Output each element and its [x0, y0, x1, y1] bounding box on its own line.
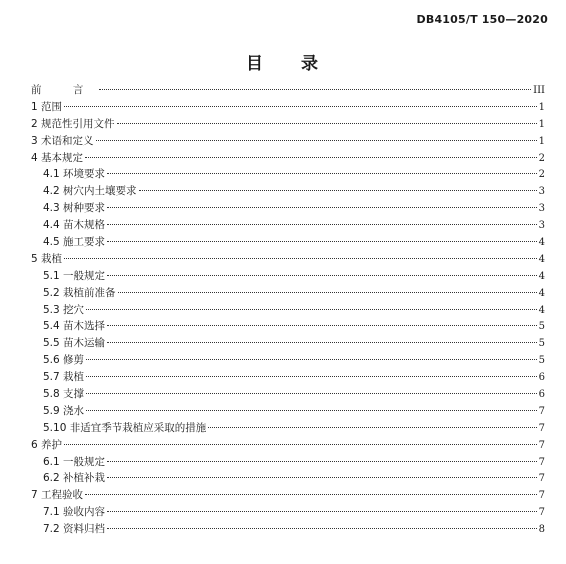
toc-entry-page-number: 7: [538, 456, 545, 468]
toc-entry-label: 5.8 支撑: [43, 388, 85, 401]
dot-leader: [96, 140, 537, 141]
dot-leader: [107, 511, 537, 512]
toc-entry-page-number: 5: [538, 338, 545, 350]
toc-entry-page-number: 7: [538, 490, 545, 502]
toc-entry[interactable]: [31, 99, 545, 116]
toc-entry[interactable]: [31, 82, 545, 99]
toc-entry-page-number: 1: [538, 118, 545, 130]
toc-entry-label: 3 术语和定义: [31, 134, 94, 147]
toc-entry-label: 7.2 资料归档: [43, 523, 106, 536]
toc-entry[interactable]: [31, 318, 545, 335]
toc-entry[interactable]: [31, 335, 545, 352]
toc-entry-page-number: 7: [538, 507, 545, 519]
toc-entry-label: 前 言: [31, 84, 98, 96]
toc-entry[interactable]: [31, 487, 545, 504]
toc-entry-label: 4 基本规定: [31, 151, 84, 164]
toc-entry[interactable]: [31, 470, 545, 487]
document-code: DB4105/T 150—2020: [416, 13, 548, 26]
toc-entry-label: 4.3 树种要求: [43, 202, 106, 215]
dot-leader: [86, 309, 537, 310]
toc-entry-page-number: 7: [538, 422, 545, 434]
toc-entry-page-number: III: [533, 85, 545, 96]
dot-leader: [64, 444, 537, 445]
toc-entry-page-number: 1: [538, 135, 545, 147]
toc-entry-page-number: 7: [538, 439, 545, 451]
dot-leader: [117, 123, 537, 124]
toc-entry[interactable]: [31, 403, 545, 420]
dot-leader: [139, 190, 537, 191]
toc-entry[interactable]: [31, 285, 545, 302]
dot-leader: [107, 275, 537, 276]
toc-entry[interactable]: [31, 251, 545, 268]
page-title: [0, 49, 566, 74]
dot-leader: [107, 173, 537, 174]
toc-entry-page-number: 7: [538, 405, 545, 417]
table-of-contents: [31, 82, 545, 538]
toc-entry-label: 2 规范性引用文件: [31, 117, 115, 130]
toc-entry-page-number: 3: [538, 203, 545, 215]
toc-entry[interactable]: [31, 521, 545, 538]
toc-entry[interactable]: [31, 116, 545, 133]
toc-entry-label: 4.1 环境要求: [43, 168, 106, 181]
toc-entry[interactable]: [31, 352, 545, 369]
toc-entry-page-number: 4: [538, 237, 545, 249]
toc-entry-label: 4.4 苗木规格: [43, 219, 106, 232]
toc-entry[interactable]: [31, 454, 545, 471]
toc-entry-label: 7 工程验收: [31, 489, 84, 502]
toc-entry-label: 5 栽植: [31, 252, 63, 265]
toc-entry-page-number: 4: [538, 253, 545, 265]
toc-entry-label: 5.4 苗木选择: [43, 320, 106, 333]
dot-leader: [99, 89, 531, 90]
toc-entry[interactable]: [31, 369, 545, 386]
dot-leader: [107, 477, 537, 478]
dot-leader: [107, 528, 537, 529]
toc-entry-label: 6.2 补植补栽: [43, 472, 106, 485]
toc-entry-label: 6.1 一般规定: [43, 455, 106, 468]
dot-leader: [86, 410, 537, 411]
dot-leader: [86, 393, 537, 394]
toc-entry-label: 7.1 验收内容: [43, 506, 106, 519]
toc-entry-page-number: 4: [538, 304, 545, 316]
toc-entry-label: 1 范围: [31, 100, 63, 113]
toc-entry-page-number: 5: [538, 321, 545, 333]
toc-entry[interactable]: [31, 200, 545, 217]
toc-entry-label: 5.7 栽植: [43, 371, 85, 384]
dot-leader: [85, 157, 537, 158]
dot-leader: [64, 106, 537, 107]
toc-entry-label: 5.6 修剪: [43, 354, 85, 367]
dot-leader: [118, 292, 537, 293]
toc-entry-label: 5.10 非适宜季节栽植应采取的措施: [43, 421, 207, 434]
toc-entry-label: 5.1 一般规定: [43, 269, 106, 282]
toc-entry[interactable]: [31, 437, 545, 454]
toc-entry-label: 4.5 施工要求: [43, 236, 106, 249]
dot-leader: [107, 207, 537, 208]
dot-leader: [107, 241, 537, 242]
toc-entry[interactable]: [31, 268, 545, 285]
toc-entry-label: 5.3 挖穴: [43, 303, 85, 316]
toc-entry-label: 6 养护: [31, 438, 63, 451]
toc-entry[interactable]: [31, 234, 545, 251]
toc-entry[interactable]: [31, 420, 545, 437]
toc-entry-page-number: 4: [538, 287, 545, 299]
dot-leader: [208, 427, 536, 428]
toc-entry-label: 5.9 浇水: [43, 404, 85, 417]
toc-entry-page-number: 8: [538, 524, 545, 536]
dot-leader: [107, 325, 537, 326]
toc-entry[interactable]: [31, 166, 545, 183]
toc-entry[interactable]: [31, 386, 545, 403]
toc-entry-page-number: 2: [538, 169, 545, 181]
title-char-left: 目: [246, 54, 265, 74]
toc-entry-page-number: 6: [538, 372, 545, 384]
toc-entry-page-number: 6: [538, 389, 545, 401]
toc-entry-page-number: 5: [538, 355, 545, 367]
toc-entry[interactable]: [31, 150, 545, 167]
toc-entry-page-number: 7: [538, 473, 545, 485]
dot-leader: [107, 461, 537, 462]
dot-leader: [86, 376, 537, 377]
toc-entry-label: 4.2 树穴内土壤要求: [43, 185, 137, 198]
toc-entry[interactable]: [31, 217, 545, 234]
dot-leader: [64, 258, 537, 259]
dot-leader: [107, 342, 537, 343]
dot-leader: [85, 494, 537, 495]
toc-entry[interactable]: [31, 302, 545, 319]
toc-entry-page-number: 3: [538, 186, 545, 198]
toc-entry-label: 5.5 苗木运输: [43, 337, 106, 350]
title-char-right: 录: [301, 54, 320, 74]
toc-entry-page-number: 1: [538, 101, 545, 113]
toc-entry-page-number: 3: [538, 220, 545, 232]
toc-entry[interactable]: [31, 133, 545, 150]
toc-entry-page-number: 2: [538, 152, 545, 164]
dot-leader: [107, 224, 537, 225]
toc-entry[interactable]: [31, 183, 545, 200]
toc-entry[interactable]: [31, 504, 545, 521]
toc-entry-page-number: 4: [538, 270, 545, 282]
toc-entry-label: 5.2 栽植前准备: [43, 286, 116, 299]
dot-leader: [86, 359, 537, 360]
